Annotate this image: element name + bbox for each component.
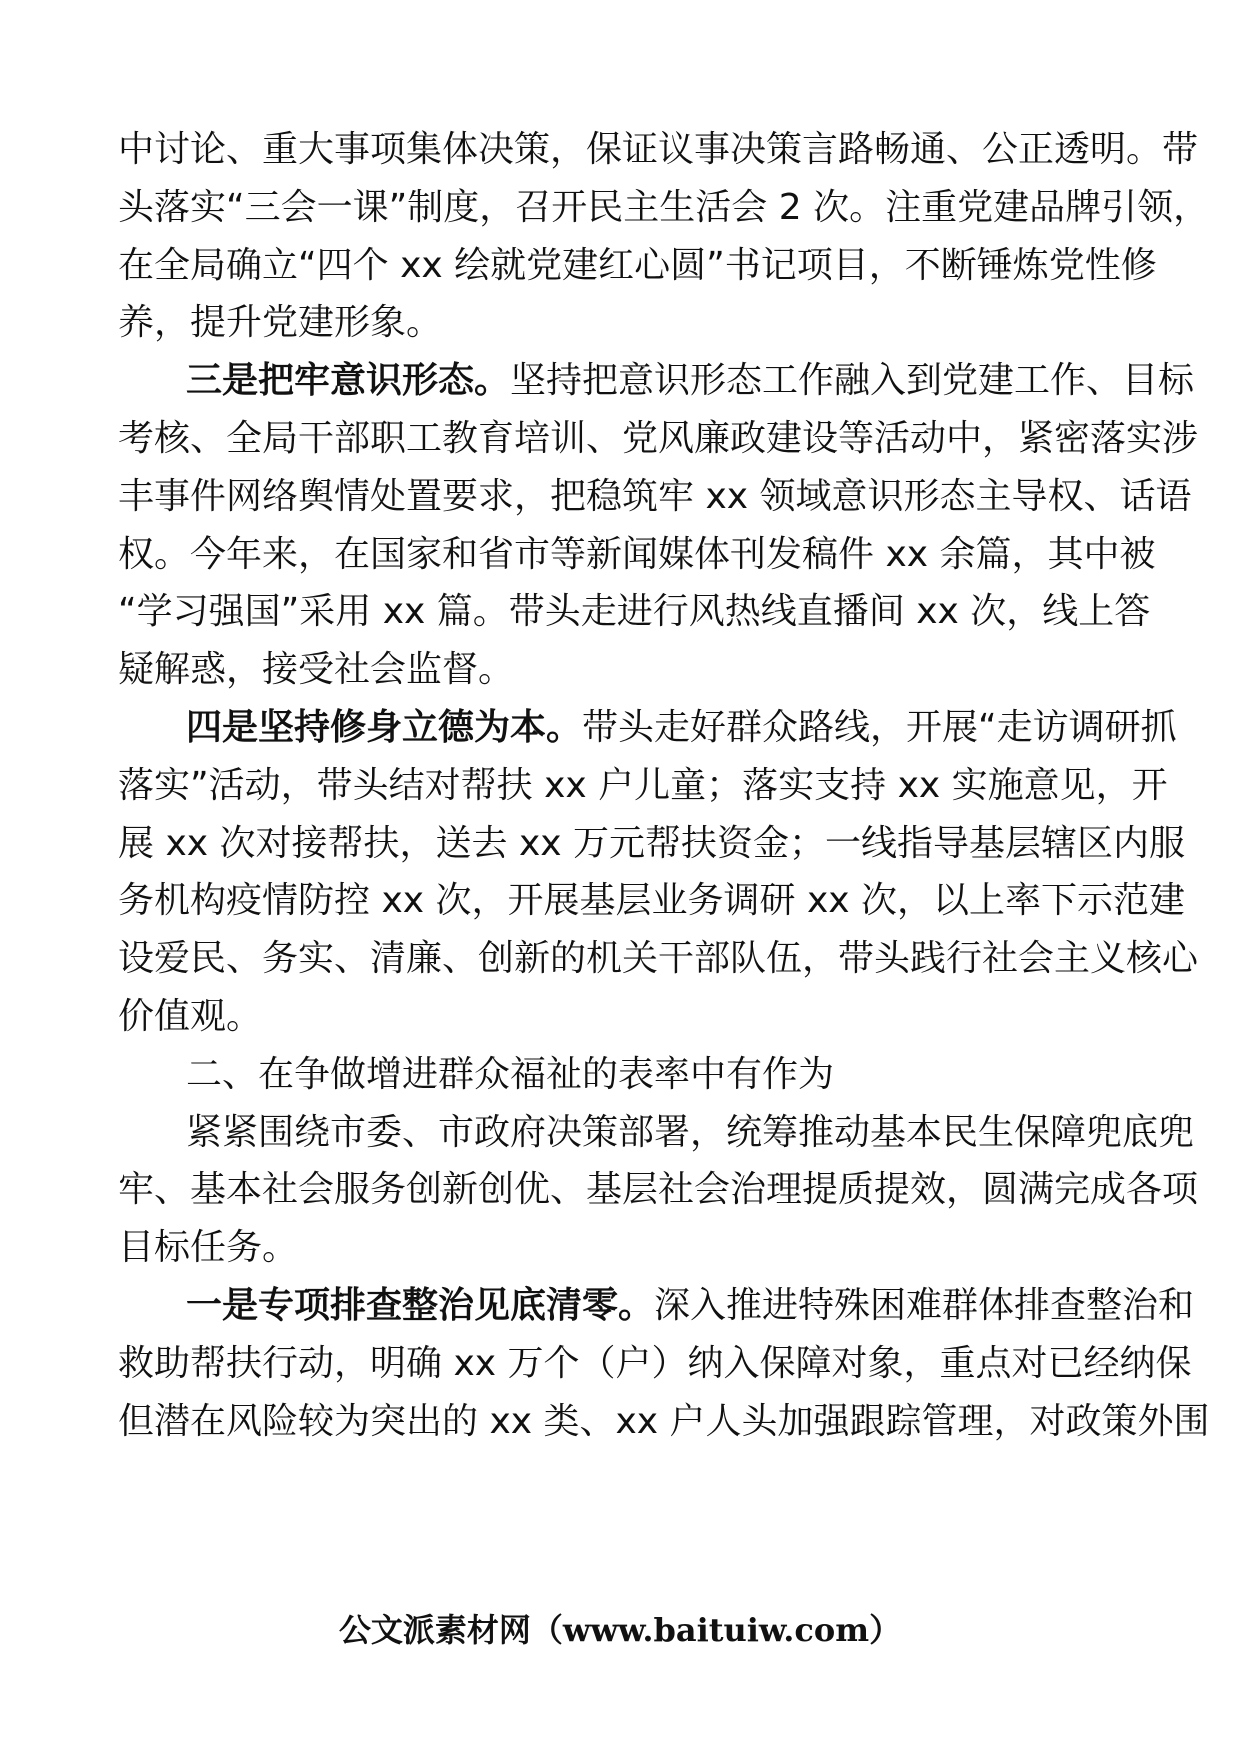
text-line: [118, 417, 1198, 461]
body-text: 头落实“三会一课”制度，召开民主生活会 2 次。注重党建品牌引领，: [118, 186, 1210, 228]
text-line: [118, 590, 1150, 634]
text-line: [118, 764, 1168, 808]
paragraph-first-line: [186, 1053, 834, 1097]
bold-heading-text: 三是把牢意识形态。: [186, 360, 511, 402]
body-text: 中讨论、重大事项集体决策，保证议事决策言路畅通、公正透明。带: [118, 129, 1199, 170]
body-text: 牢、基本社会服务创新创优、基层社会治理提质提效，圆满完成各项: [118, 1169, 1199, 1211]
text-line: [118, 1168, 1198, 1212]
body-text: 但潜在风险较为突出的 xx 类、xx 户人头加强跟踪管理，对政策外围: [118, 1400, 1210, 1442]
body-text: “学习强国”采用 xx 篇。带头走进行风热线直播间 xx 次，线上答: [118, 591, 1151, 633]
body-text: 丰事件网络舆情处置要求，把稳筑牢 xx 领域意识形态主导权、话语: [118, 475, 1192, 517]
paragraph-first-line: [186, 706, 1177, 750]
body-text: 救助帮扶行动，明确 xx 万个（户）纳入保障对象，重点对已经纳保: [118, 1342, 1192, 1384]
bold-heading-text: 四是坚持修身立德为本。: [186, 707, 583, 748]
text-line: [118, 1226, 298, 1270]
body-text: 考核、全局干部职工教育培训、党风廉政建设等活动中，紧密落实涉: [118, 418, 1199, 459]
bold-heading-text: 一是专项排查整治见底清零。: [186, 1285, 655, 1326]
body-text: 紧紧围绕市委、市政府决策部署，统筹推动基本民生保障兜底兜: [186, 1111, 1195, 1153]
text-line: [118, 533, 1156, 577]
text-line: [118, 1342, 1192, 1386]
body-text: 养，提升党建形象。: [118, 302, 443, 344]
body-text: 带头走好群众路线，开展“走访调研抓: [582, 707, 1177, 748]
text-line: [118, 128, 1198, 172]
body-text: 展 xx 次对接帮扶，送去 xx 万元帮扶资金；一线指导基层辖区内服: [118, 822, 1185, 864]
paragraph-first-line: [186, 1111, 1194, 1155]
footer-watermark: 公文派素材网（www.baituiw.com）: [338, 1611, 902, 1649]
body-text: 务机构疫情防控 xx 次，开展基层业务调研 xx 次，以上率下示范建: [118, 880, 1185, 922]
paragraph-first-line: [186, 359, 1194, 403]
text-line: [118, 995, 262, 1039]
body-text: 二、在争做增进群众福祉的表率中有作为: [186, 1053, 835, 1095]
body-text: 深入推进特殊困难群体排查整治和: [654, 1285, 1195, 1326]
text-line: [118, 301, 442, 345]
body-text: 目标任务。: [118, 1227, 299, 1269]
body-text: 在全局确立“四个 xx 绘就党建红心圆”书记项目，不断锤炼党性修: [118, 244, 1157, 286]
text-line: [118, 1400, 1210, 1444]
text-line: [118, 648, 514, 692]
body-text: 权。今年来，在国家和省市等新闻媒体刊发稿件 xx 余篇，其中被: [118, 533, 1156, 575]
body-text: 设爱民、务实、清廉、创新的机关干部队伍，带头践行社会主义核心: [118, 938, 1199, 980]
body-text: 价值观。: [118, 996, 263, 1037]
body-text: 落实”活动，带头结对帮扶 xx 户儿童；落实支持 xx 实施意见，开: [118, 764, 1168, 806]
text-line: [118, 244, 1157, 288]
paragraph-first-line: [186, 1284, 1194, 1328]
text-line: [118, 186, 1209, 230]
text-line: [118, 879, 1185, 923]
text-line: [118, 822, 1185, 866]
text-line: [118, 937, 1198, 981]
body-text: 疑解惑，接受社会监督。: [118, 649, 515, 691]
body-text: 坚持把意识形态工作融入到党建工作、目标: [510, 360, 1195, 402]
text-line: [118, 475, 1192, 519]
